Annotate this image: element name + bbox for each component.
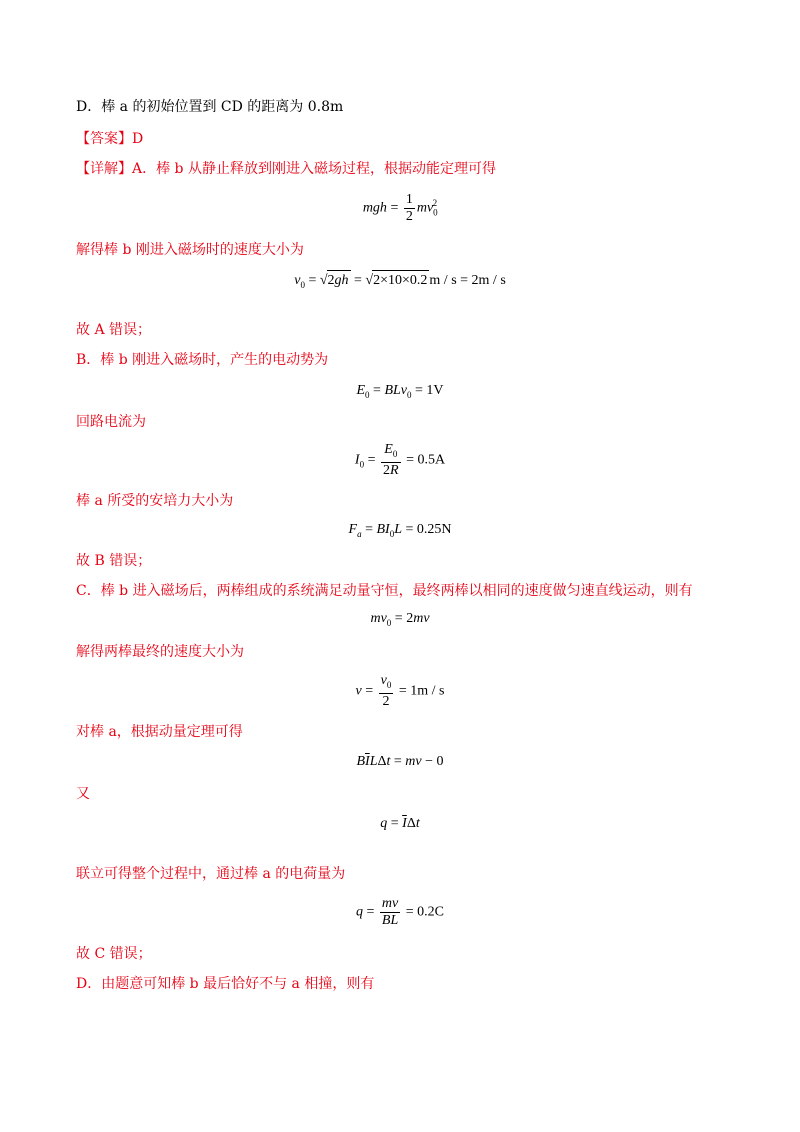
current-line: 回路电流为 xyxy=(76,414,146,430)
equation-1: mgh = $\frac{1}{2}$ $mv_0^2$ xyxy=(362,192,438,224)
solve-v0: 解得棒 b 刚进入磁场时的速度大小为 xyxy=(76,242,304,258)
c-wrong: 故 C 错误； xyxy=(76,946,152,962)
equation-7: v = $\frac{v_0}{2}$ = 1m / s xyxy=(355,673,445,709)
b-wrong: 故 B 错误； xyxy=(76,553,152,569)
rod-a: 对棒 a，根据动量定理可得 xyxy=(76,724,243,740)
equation-5: $F_a = BI_0L = 0.25N$ xyxy=(348,522,452,539)
force-a: 棒 a 所受的安培力大小为 xyxy=(76,493,234,509)
detail-a: 【详解】A．棒 b 从静止释放到刚进入磁场过程，根据动能定理可得 xyxy=(76,161,496,177)
combine-line: 联立可得整个过程中，通过棒 a 的电荷量为 xyxy=(76,866,346,882)
equation-10: q = $\frac{mv}{BL}$ = 0.2C xyxy=(356,896,444,928)
a-wrong: 故 A 错误； xyxy=(76,322,152,338)
final-v: 解得两棒最终的速度大小为 xyxy=(76,644,244,660)
b-intro: B．棒 b 刚进入磁场时，产生的电动势为 xyxy=(76,352,329,368)
option-d: D．棒 a 的初始位置到 CD 的距离为 0.8m xyxy=(76,99,344,115)
equation-2: $v_0 = √2gh = √2\times 10\times 0.2$ m / s = 2m / s xyxy=(0,270,800,295)
c-intro: C．棒 b 进入磁场后，两棒组成的系统满足动量守恒，最终两棒以相同的速度做匀速直线运动，则有 xyxy=(76,583,693,599)
equation-3: $E_0 = BLv_0 = 1V$ xyxy=(356,383,444,400)
also-line: 又 xyxy=(76,786,90,802)
answer-line: 【答案】D xyxy=(76,131,144,147)
equation-8: $B\overline{I}L\Delta t$ = mv − 0 xyxy=(356,754,444,769)
equation-6: $mv_0 = 2mv$ xyxy=(370,611,430,628)
equation-4: $I_0$ = $\frac{E_0}{2R}$ = 0.5A xyxy=(354,442,446,478)
d-intro: D．由题意可知棒 b 最后恰好不与 a 相撞，则有 xyxy=(76,976,375,992)
equation-9: $q = \overline{I}\Delta t$ xyxy=(380,816,420,831)
